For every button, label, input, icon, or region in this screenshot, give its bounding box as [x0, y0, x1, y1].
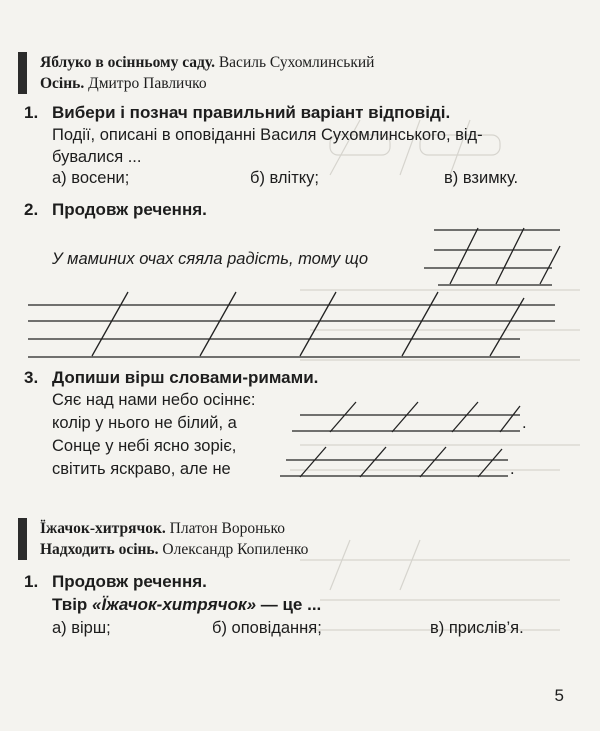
option-c[interactable]: в) прислів’я.: [430, 619, 524, 637]
poem-line: Сяє над нами небо осіннє:: [52, 391, 256, 409]
option-b[interactable]: б) влітку;: [250, 169, 320, 187]
option-b[interactable]: б) оповідання;: [212, 619, 322, 637]
poem-line: колір у нього не білий, а: [52, 414, 237, 432]
option-a[interactable]: а) вірш;: [52, 619, 111, 637]
question-line: бувалися ...: [52, 148, 142, 166]
task-heading: Вибери і познач правильний варіант відповіді.: [52, 103, 451, 122]
section-title: Яблуко в осінньому саду.: [40, 54, 215, 71]
task-heading: Продовж речення.: [52, 572, 207, 591]
option-c[interactable]: в) взимку.: [444, 169, 519, 187]
section-title: Надходить осінь.: [40, 541, 159, 558]
poem-line: світить яскраво, але не: [52, 460, 231, 478]
prompt-text: — це ...: [256, 595, 322, 614]
task-number: 2.: [24, 200, 39, 219]
prompt-title: «Їжачок-хитрячок»: [92, 595, 257, 614]
option-a[interactable]: а) восени;: [52, 169, 130, 187]
task-2-sentence: У маминих очах сяяла радість, тому що: [52, 250, 369, 268]
poem-end-mark: .: [510, 460, 515, 478]
section-author: Олександр Копиленко: [162, 541, 309, 558]
task-number: 3.: [24, 368, 39, 387]
section-title: Осінь.: [40, 75, 85, 92]
question-line: Події, описані в оповіданні Василя Сухомлинського, від-: [52, 126, 483, 144]
section-author: Василь Сухомлинський: [218, 54, 375, 71]
task-number: 1.: [24, 572, 39, 591]
section-author: Платон Воронько: [169, 520, 285, 537]
task-heading: Продовж речення.: [52, 200, 207, 219]
task-4-heading: [24, 572, 207, 592]
task-number: 1.: [24, 103, 39, 122]
task-heading: Допиши вірш словами-римами.: [52, 368, 319, 387]
section-title: Їжачок-хитрячок.: [40, 520, 166, 537]
section-author: Дмитро Павличко: [88, 75, 207, 92]
task-4-prompt: [52, 595, 321, 615]
poem-line: Сонце у небі ясно зоріє,: [52, 437, 237, 455]
section-header-2: [18, 518, 585, 560]
poem-end-mark: .: [522, 414, 527, 432]
prompt-text: Твір: [52, 595, 93, 614]
page-number: 5: [554, 686, 564, 705]
